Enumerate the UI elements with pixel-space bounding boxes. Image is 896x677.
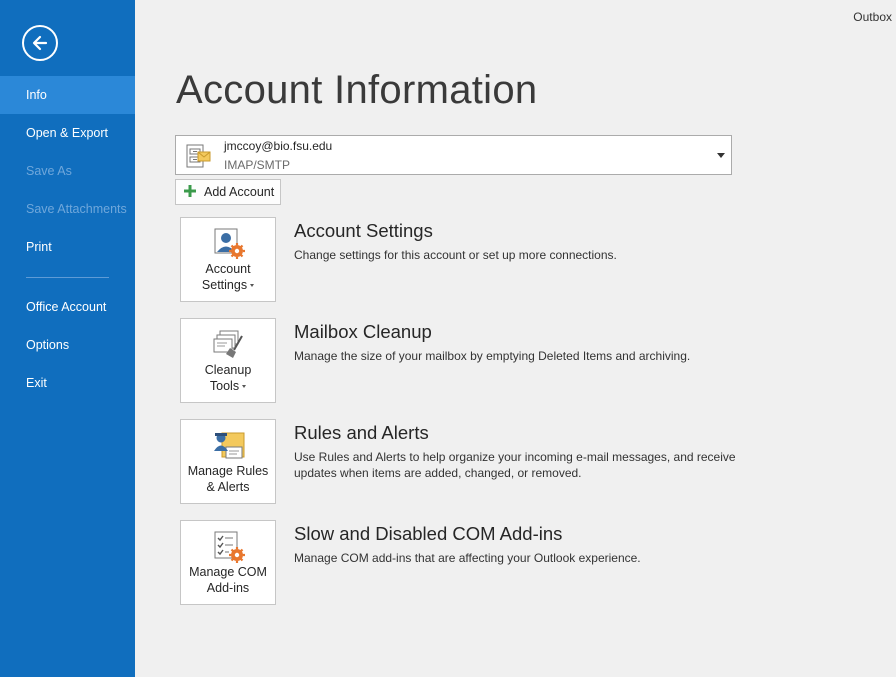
nav-item-print[interactable]: Print [26,240,52,254]
backstage-sidebar [0,0,135,677]
account-settings-description: Change settings for this account or set up more connections. [294,248,617,262]
account-settings-button-label-line1: Account [205,262,251,276]
manage-rules-button-label-line1: Manage Rules [187,464,269,478]
cleanup-tools-button-label-line2 [181,378,275,394]
plus-icon [184,185,196,197]
com-addins-title: Slow and Disabled COM Add-ins [294,523,563,544]
cleanup-tools-icon [212,328,246,362]
cleanup-tools-button-label-line2-text: Tools [209,379,240,393]
nav-item-options[interactable]: Options [26,338,70,352]
rules-alerts-description: Use Rules and Alerts to help organize your incoming e-mail messages, and receive updates when items are added, changed, or removed. [294,450,736,480]
mail-account-icon [184,142,212,170]
caret-down-icon [242,385,246,388]
nav-item-save-as[interactable]: Save As [26,164,72,178]
account-settings-button[interactable] [180,217,276,302]
nav-item-office-account[interactable]: Office Account [26,300,107,314]
manage-com-addins-button[interactable] [180,520,276,605]
cleanup-tools-button-label-line1: Cleanup [204,363,252,377]
nav-item-save-attachments[interactable]: Save Attachments [26,202,127,216]
account-settings-button-label-line2 [181,277,275,293]
page-title: Account Information [176,68,538,112]
mailbox-cleanup-description: Manage the size of your mailbox by emptying Deleted Items and archiving. [294,349,691,363]
com-addins-icon [212,530,246,564]
nav-item-info[interactable]: Info [0,76,135,114]
manage-com-button-label-line2: Add-ins [206,581,250,595]
back-button[interactable] [22,25,58,61]
rules-alerts-icon [212,429,246,463]
nav-item-open-export[interactable]: Open & Export [26,126,108,140]
account-settings-title: Account Settings [294,220,433,241]
add-account-label: Add Account [204,185,275,199]
add-account-button[interactable] [175,179,281,205]
nav-separator [26,277,109,278]
account-selector[interactable] [175,135,732,175]
cleanup-tools-button[interactable] [180,318,276,403]
com-addins-description: Manage COM add-ins that are affecting your Outlook experience. [294,551,641,565]
nav-item-exit[interactable]: Exit [26,376,47,390]
back-arrow-icon [30,33,50,53]
folder-label: Outbox [853,10,892,24]
account-settings-button-label-line2-text: Settings [201,278,248,292]
chevron-down-icon [717,153,725,158]
mailbox-cleanup-title: Mailbox Cleanup [294,321,432,342]
rules-alerts-title: Rules and Alerts [294,422,429,443]
manage-com-button-label-line1: Manage COM [189,565,267,579]
caret-down-icon [250,284,254,287]
manage-rules-alerts-button[interactable] [180,419,276,504]
account-type: IMAP/SMTP [224,158,291,172]
account-email: jmccoy@bio.fsu.edu [224,139,333,153]
manage-rules-button-label-line2: & Alerts [206,480,250,494]
account-settings-icon [212,227,246,261]
